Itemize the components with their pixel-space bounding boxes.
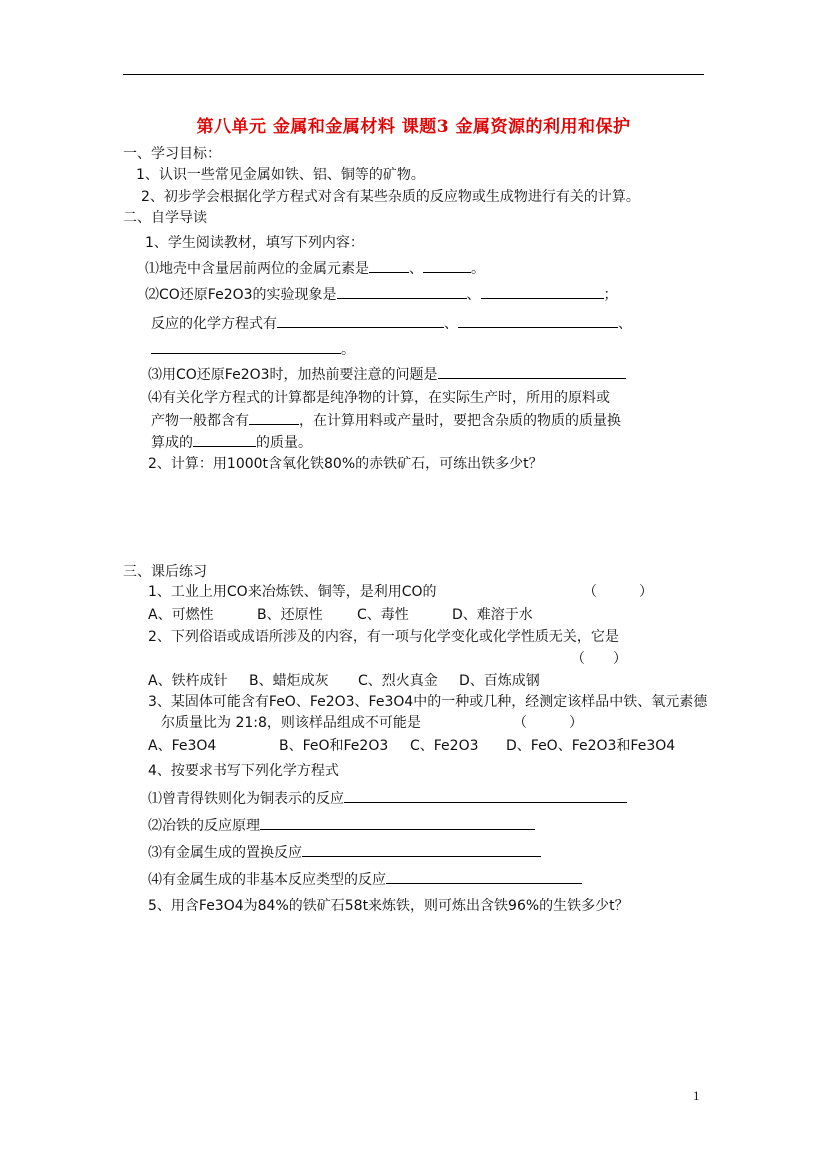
- option-a[interactable]: A、可燃性: [148, 607, 214, 623]
- answer-paren[interactable]: （ ）: [571, 651, 627, 667]
- exercise-5: 5、用含Fe3O4为84%的铁矿石58t来炼铁，则可炼出含铁96%的生铁多少t？: [148, 898, 629, 914]
- option-b[interactable]: B、还原性: [257, 607, 323, 623]
- page-number: 1: [693, 1088, 700, 1103]
- answer-blank[interactable]: [260, 815, 535, 830]
- question-impure-calc-l2: 产物一般都含有 ，在计算用料或产量时，要把含杂质的物质的质量换: [151, 410, 621, 431]
- exercise-2-stem: 2、下列俗语或成语所涉及的内容，有一项与化学变化或化学性质无关，它是: [148, 629, 619, 645]
- reading-intro: 1、学生阅读教材，填写下列内容：: [145, 235, 364, 251]
- section-2-heading: 二、自学导读: [123, 210, 207, 226]
- exercise-3-stem-l2: 尔质量比为 21:8，则该样品组成不可能是: [161, 715, 421, 731]
- question-text: ⑴地壳中含量居前两位的金属元素是: [145, 261, 369, 277]
- answer-blank[interactable]: [458, 313, 618, 328]
- answer-paren[interactable]: （ ）: [583, 584, 653, 600]
- answer-blank[interactable]: [344, 788, 627, 803]
- exercise-1-stem: 1、工业上用CO来冶炼铁、铜等，是利用CO的: [148, 584, 437, 600]
- answer-blank[interactable]: [369, 258, 409, 273]
- header-rule: [123, 74, 704, 75]
- answer-blank[interactable]: [438, 364, 626, 379]
- answer-blank[interactable]: [151, 339, 341, 354]
- answer-blank[interactable]: [481, 284, 604, 299]
- answer-blank[interactable]: [337, 284, 467, 299]
- option-d[interactable]: D、难溶于水: [452, 607, 533, 623]
- exercise-3-stem-l1: 3、某固体可能含有FeO、Fe2O3、Fe3O4中的一种或几种，经测定该样品中铁、氧元素德: [148, 694, 708, 710]
- answer-blank[interactable]: [277, 313, 444, 328]
- question-text: ⑵CO还原Fe2O3的实验现象是: [145, 287, 337, 303]
- objective-1: 1、认识一些常见金属如铁、铝、铜等的矿物。: [136, 167, 425, 183]
- option-d[interactable]: D、百炼成钢: [459, 673, 540, 689]
- section-3-heading: 三、课后练习: [123, 564, 207, 580]
- equation-item: ⑵冶铁的反应原理: [148, 815, 535, 836]
- question-text: ⑶用CO还原Fe2O3时，加热前要注意的问题是: [148, 367, 438, 383]
- answer-blank[interactable]: [386, 869, 582, 884]
- option-d[interactable]: D、FeO、Fe2O3和Fe3O4: [506, 738, 676, 754]
- option-c[interactable]: C、烈火真金: [358, 673, 438, 689]
- calculation-question: 2、计算：用1000t含氧化铁80%的赤铁矿石，可练出铁多少t？: [148, 456, 543, 472]
- question-equations-cont: 。: [151, 339, 355, 360]
- option-c[interactable]: C、Fe2O3: [410, 738, 479, 754]
- question-impure-calc-l1: ⑷有关化学方程式的计算都是纯净物的计算，在实际生产时，所用的原料或: [148, 390, 610, 406]
- equation-item: ⑶有金属生成的置换反应: [148, 842, 541, 863]
- question-heating-precaution: [148, 364, 626, 385]
- equation-item: ⑴曾青得铁则化为铜表示的反应: [148, 788, 627, 809]
- equation-item: ⑷有金属生成的非基本反应类型的反应: [148, 869, 582, 890]
- exercise-4-stem: 4、按要求书写下列化学方程式: [148, 763, 339, 779]
- option-b[interactable]: B、蜡炬成灰: [249, 673, 329, 689]
- answer-blank[interactable]: [302, 842, 541, 857]
- option-b[interactable]: B、FeO和Fe2O3: [279, 738, 389, 754]
- answer-blank[interactable]: [423, 258, 471, 273]
- question-text: 反应的化学方程式有: [151, 316, 277, 332]
- question-crust-metals: ⑴地壳中含量居前两位的金属元素是 、 。: [145, 258, 485, 279]
- option-a[interactable]: A、Fe3O4: [148, 738, 217, 754]
- question-equations: 反应的化学方程式有 、 、: [151, 313, 632, 334]
- question-impure-calc-l3: 算成的 的质量。: [151, 432, 312, 453]
- answer-paren[interactable]: （ ）: [513, 715, 583, 731]
- objective-2: 2、初步学会根据化学方程式对含有某些杂质的反应物或生成物进行有关的计算。: [141, 189, 640, 205]
- answer-blank[interactable]: [193, 432, 256, 447]
- page-title: 第八单元 金属和金属材料 课题3 金属资源的利用和保护: [196, 117, 631, 137]
- option-a[interactable]: A、铁杵成针: [148, 673, 228, 689]
- option-c[interactable]: C、毒性: [357, 607, 409, 623]
- section-1-heading: 一、学习目标：: [123, 146, 221, 162]
- question-co-phenomenon: ⑵CO还原Fe2O3的实验现象是 、 ；: [145, 284, 618, 305]
- answer-blank[interactable]: [249, 410, 299, 425]
